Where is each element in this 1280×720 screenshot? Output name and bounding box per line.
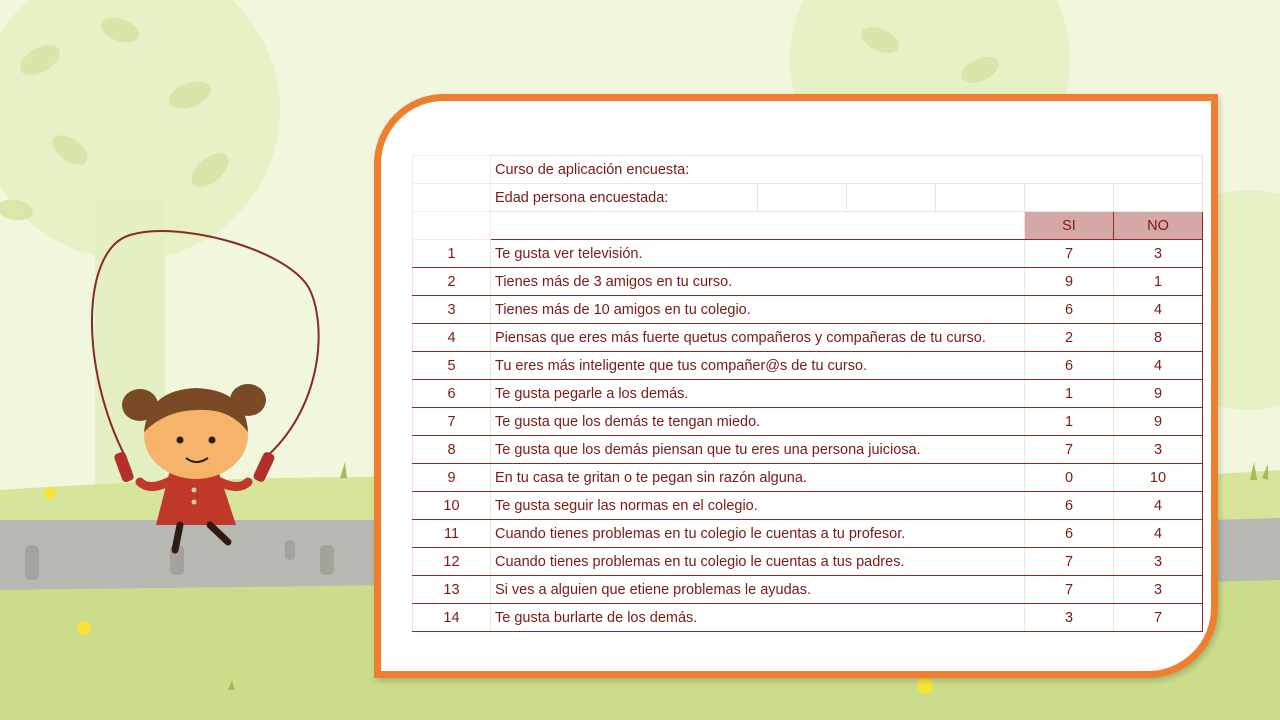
si-count: 6 <box>1025 520 1114 548</box>
table-row <box>413 436 1203 464</box>
table-row <box>413 268 1203 296</box>
table-row <box>413 240 1203 268</box>
row-number: 7 <box>413 408 491 436</box>
no-count: 7 <box>1114 604 1203 632</box>
survey-table <box>412 155 1203 632</box>
si-count: 7 <box>1025 576 1114 604</box>
question-text: En tu casa te gritan o te pegan sin razón alguna. <box>495 469 807 486</box>
si-count: 6 <box>1025 352 1114 380</box>
question-text: Te gusta burlarte de los demás. <box>495 609 698 626</box>
no-count: 10 <box>1114 464 1203 492</box>
question-text: Piensas que eres más fuerte quetus compañeros y compañeras de tu curso. <box>495 329 986 346</box>
row-number: 4 <box>413 324 491 352</box>
row-number: 3 <box>413 296 491 324</box>
row-number: 13 <box>413 576 491 604</box>
si-count: 6 <box>1025 492 1114 520</box>
row-number: 9 <box>413 464 491 492</box>
table-row <box>413 520 1203 548</box>
table-row <box>413 604 1203 632</box>
question-text: Te gusta ver televisión. <box>495 245 643 262</box>
si-count: 7 <box>1025 436 1114 464</box>
si-count: 7 <box>1025 548 1114 576</box>
table-row <box>413 296 1203 324</box>
si-count: 1 <box>1025 380 1114 408</box>
row-number: 11 <box>413 520 491 548</box>
no-count: 8 <box>1114 324 1203 352</box>
age-label: Edad persona encuestada: <box>491 184 758 212</box>
no-count: 4 <box>1114 492 1203 520</box>
si-count: 0 <box>1025 464 1114 492</box>
no-count: 1 <box>1114 268 1203 296</box>
row-number: 6 <box>413 380 491 408</box>
si-count: 1 <box>1025 408 1114 436</box>
no-count: 3 <box>1114 240 1203 268</box>
question-text: Te gusta que los demás piensan que tu eres una persona juiciosa. <box>495 441 921 458</box>
no-count: 3 <box>1114 436 1203 464</box>
si-count: 6 <box>1025 296 1114 324</box>
question-text: Cuando tienes problemas en tu colegio le cuentas a tus padres. <box>495 553 905 570</box>
header-row-age <box>413 184 1203 212</box>
row-number: 14 <box>413 604 491 632</box>
question-text: Cuando tienes problemas en tu colegio le cuentas a tu profesor. <box>495 525 906 542</box>
row-number: 5 <box>413 352 491 380</box>
row-number: 2 <box>413 268 491 296</box>
no-count: 3 <box>1114 548 1203 576</box>
table-row <box>413 548 1203 576</box>
no-count: 9 <box>1114 380 1203 408</box>
question-text: Te gusta que los demás te tengan miedo. <box>495 413 761 430</box>
col-no-header: NO <box>1114 212 1203 240</box>
table-row <box>413 380 1203 408</box>
si-count: 9 <box>1025 268 1114 296</box>
row-number: 1 <box>413 240 491 268</box>
header-row-course <box>413 156 1203 184</box>
row-number: 10 <box>413 492 491 520</box>
si-count: 2 <box>1025 324 1114 352</box>
question-text: Tu eres más inteligente que tus compañer@s de tu curso. <box>495 357 868 374</box>
row-number: 12 <box>413 548 491 576</box>
question-text: Te gusta seguir las normas en el colegio. <box>495 497 758 514</box>
table-row <box>413 324 1203 352</box>
table-row <box>413 464 1203 492</box>
no-count: 4 <box>1114 520 1203 548</box>
table-row <box>413 408 1203 436</box>
table-row <box>413 492 1203 520</box>
no-count: 3 <box>1114 576 1203 604</box>
header-row-columns <box>413 212 1203 240</box>
no-count: 4 <box>1114 352 1203 380</box>
table-row <box>413 352 1203 380</box>
row-number: 8 <box>413 436 491 464</box>
col-si-header: SI <box>1025 212 1114 240</box>
si-count: 3 <box>1025 604 1114 632</box>
question-text: Tienes más de 10 amigos en tu colegio. <box>495 301 751 318</box>
girl-jump-rope-icon <box>70 220 340 580</box>
table-row <box>413 576 1203 604</box>
no-count: 4 <box>1114 296 1203 324</box>
no-count: 9 <box>1114 408 1203 436</box>
si-count: 7 <box>1025 240 1114 268</box>
question-text: Te gusta pegarle a los demás. <box>495 385 689 402</box>
question-text: Si ves a alguien que etiene problemas le ayudas. <box>495 581 811 598</box>
survey-card <box>374 94 1218 678</box>
course-label: Curso de aplicación encuesta: <box>491 156 1203 184</box>
question-text: Tienes más de 3 amigos en tu curso. <box>495 273 733 290</box>
